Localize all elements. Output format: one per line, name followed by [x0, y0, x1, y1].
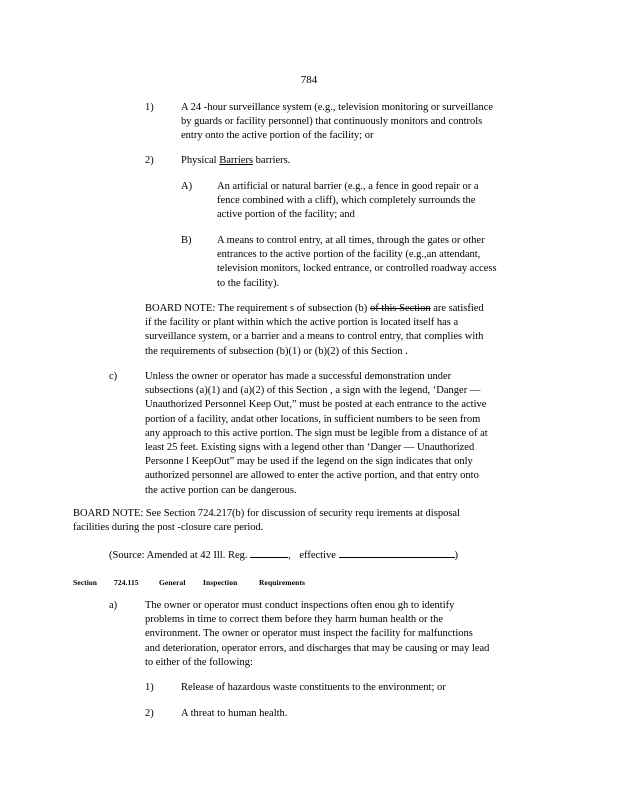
- page-number: 784: [300, 74, 318, 86]
- text-line: the active portion can be dangerous.: [145, 484, 297, 496]
- text-line: if the facility or plant within which the active portion is located itself has a: [145, 317, 459, 329]
- text-line: A 24 -hour surveillance system (e.g., television monitoring or surveillance: [181, 102, 494, 113]
- text-line: BOARD NOTE: See Section 724.217(b) for discussion of security requ irements at disposal: [73, 508, 460, 519]
- item-1-text: [181, 101, 523, 144]
- item-a-label: A): [181, 181, 193, 192]
- text-line: environment. The owner or operator must inspect the facility for malfunctions: [145, 628, 473, 640]
- section-title-word: Inspection: [203, 578, 238, 587]
- section-title-word: General: [159, 578, 186, 587]
- text-line: active portion of the facility; and: [217, 209, 355, 221]
- source-comma: ,: [288, 550, 291, 561]
- text-span: barriers.: [253, 155, 291, 166]
- text-span: Physical: [181, 155, 220, 166]
- item-2-label: 2): [145, 155, 154, 166]
- item-b-label: B): [181, 235, 192, 246]
- subitem-1-text: Release of hazardous waste constituents to the environment; or: [181, 682, 446, 693]
- text-line: A means to control entry, at all times, through the gates or other: [217, 235, 485, 246]
- item-c-text: [145, 370, 542, 498]
- text-span: are satisfied: [430, 303, 484, 314]
- text-line: [145, 302, 533, 316]
- section-title-word: Requirements: [259, 578, 306, 587]
- text-line: television monitors, locked entrance, or controlled roadway access: [217, 263, 497, 275]
- text-line: Unauthorized Personnel Keep Out,” must be posted at each entrance to the active: [145, 399, 487, 411]
- source-close-paren: ): [454, 550, 459, 561]
- text-line: least 25 feet. Existing signs with a legend other than ‘Danger — Unauthorized: [145, 442, 475, 454]
- board-note-1: [145, 302, 533, 359]
- text-line: authorized personnel are allowed to enter the active portion, and that entry onto: [145, 470, 479, 482]
- text-line: to either of the following:: [145, 656, 253, 668]
- subitem-2-text: A threat to human health.: [181, 708, 288, 719]
- text-line: fence combined with a cliff), which completely surrounds the: [217, 195, 476, 207]
- section-heading: [73, 576, 313, 588]
- register-volume-blank: [250, 547, 288, 558]
- text-line: to the facility).: [217, 277, 280, 289]
- item-1-label: 1): [145, 102, 154, 113]
- text-line: subsections (a)(1) and (a)(2) of this Section , a sign with the legend, ‘Danger —: [145, 385, 481, 397]
- item-a-lower-label: a): [109, 600, 118, 611]
- text-line: any approach to this active portion. The sign must be legible from a distance of at: [145, 427, 488, 439]
- item-a-lower-text: [145, 599, 538, 670]
- text-line: and deterioration, operator errors, and discharges that may be causing or may lead: [145, 642, 490, 654]
- text-line: entrances to the active portion of the facility (e.g.,an attendant,: [217, 249, 481, 261]
- subitem-2-label: 2): [145, 708, 154, 719]
- text-line: problems in time to correct them before they harm human health or the: [145, 614, 443, 626]
- subitem-1-label: 1): [145, 682, 154, 693]
- text-line: An artificial or natural barrier (e.g., a fence in good repair or a: [217, 181, 479, 192]
- text-line: portion of a facility, andat other locations, in sufficient numbers to be seen from: [145, 413, 481, 425]
- text-line: the requirements of subsection (b)(1) or (b)(2) of this Section .: [145, 345, 408, 357]
- text-line: Unless the owner or operator has made a successful demonstration under: [145, 371, 452, 382]
- text-span: BOARD NOTE: The requirement s of subsection (b): [145, 303, 370, 314]
- text-line: facilities during the post -closure care period.: [73, 522, 264, 534]
- text-line: entry onto the active portion of the facility; or: [181, 130, 374, 142]
- source-effective-text: effective: [299, 550, 336, 561]
- text-line: by guards or facility personnel) that continuously monitors and controls: [181, 116, 483, 128]
- item-c-label: c): [109, 371, 118, 382]
- text-line: Personne l KeepOut” may be used if the legend on the sign indicates that only: [145, 456, 473, 468]
- board-note-2: [73, 507, 538, 535]
- text-line: The owner or operator must conduct inspections often enou gh to identify: [145, 600, 455, 611]
- underlined-insertion: Barriers: [219, 155, 254, 166]
- section-word: Section: [73, 578, 98, 587]
- item-b-text: [217, 234, 530, 291]
- effective-date-blank: [339, 547, 455, 558]
- section-number: 724.115: [114, 578, 139, 587]
- item-a-text: [217, 180, 517, 223]
- source-open-text: (Source: Amended at 42 Ill. Reg.: [109, 550, 248, 561]
- text-line: surveillance system, or a barrier and a means to control entry, that complies with: [145, 331, 484, 343]
- source-note: [109, 547, 458, 563]
- item-2-text: [181, 154, 290, 168]
- struck-text: of this Section: [369, 303, 431, 314]
